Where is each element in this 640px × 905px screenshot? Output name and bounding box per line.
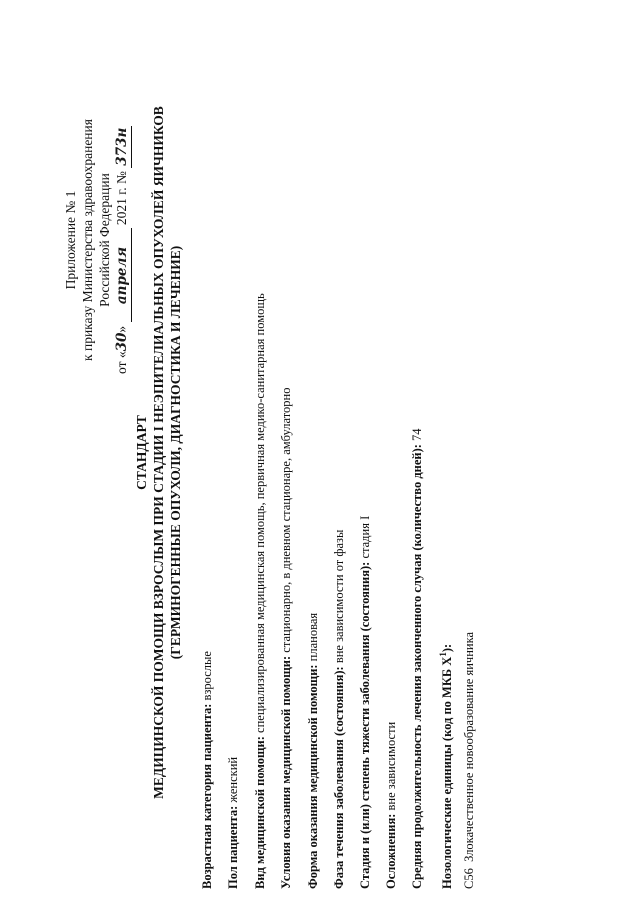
- field-patient-sex: [225, 757, 241, 889]
- date-suffix: »: [114, 325, 129, 333]
- field-treatment-duration: [409, 428, 425, 889]
- field-label-end: ):: [440, 643, 455, 653]
- field-value: вне зависимости: [384, 721, 398, 814]
- field-value: 74: [410, 428, 424, 445]
- appendix-federation: Российской Федерации: [97, 173, 112, 307]
- field-label: Условия оказания медицинской помощи:: [279, 655, 293, 889]
- appendix-order-ref: к приказу Министерства здравоохранения: [80, 119, 95, 361]
- field-label: Средняя продолжительность лечения законченного случая (количество дней):: [410, 444, 424, 889]
- field-label: Возрастная категория пациента:: [200, 703, 214, 889]
- title-subtitle: (ГЕРМИНОГЕННЫЕ ОПУХОЛИ, ДИАГНОСТИКА И ЛЕЧЕНИЕ): [168, 245, 183, 660]
- field-age-category: [199, 651, 215, 889]
- title-main: МЕДИЦИНСКОЙ ПОМОЩИ ВЗРОСЛЫМ ПРИ СТАДИИ I НЕЭПИТЕЛИАЛЬНЫХ ОПУХОЛЕЙ ЯИЧНИКОВ: [151, 106, 166, 799]
- field-value: плановая: [306, 612, 320, 665]
- appendix-date-row: [113, 90, 132, 390]
- field-label: Вид медицинской помощи:: [253, 736, 267, 889]
- field-label: Осложнения:: [384, 813, 398, 889]
- field-disease-stage: [357, 516, 373, 889]
- field-value: взрослые: [200, 651, 214, 704]
- appendix-number: Приложение № 1: [63, 190, 78, 290]
- icd-code: C56: [462, 868, 476, 889]
- field-label: Стадия и (или) степень тяжести заболевания (состояния):: [358, 561, 372, 889]
- appendix-block: [62, 90, 132, 390]
- icd-entry: [461, 632, 477, 889]
- field-label: Пол пациента:: [226, 805, 240, 889]
- field-disease-phase: [331, 530, 347, 889]
- field-value: стационарно, в дневном стационаре, амбулаторно: [279, 387, 293, 656]
- icd-description: Злокачественное новообразование яичника: [462, 631, 476, 862]
- field-label: Форма оказания медицинской помощи:: [306, 664, 320, 889]
- field-label: Нозологические единицы (код по МКБ X: [440, 656, 455, 889]
- field-value: женский: [226, 756, 240, 806]
- field-value: специализированная медицинская помощь, первичная медико-санитарная помощь: [253, 293, 267, 737]
- field-value: стадия I: [358, 515, 372, 562]
- field-care-conditions: [278, 388, 294, 889]
- date-day-handwritten: 30: [114, 332, 130, 352]
- field-value: вне зависимости от фазы: [332, 529, 346, 667]
- field-complications: [383, 722, 399, 889]
- date-prefix: от «: [114, 351, 129, 374]
- field-care-form: [305, 613, 321, 889]
- date-month-handwritten: апреля: [114, 228, 132, 322]
- footnote-marker: 1: [438, 652, 448, 657]
- title-standard: СТАНДАРТ: [134, 415, 149, 490]
- date-year: 2021 г. №: [114, 171, 129, 226]
- field-care-type: [252, 293, 268, 889]
- field-label: Фаза течения заболевания (состояния):: [332, 666, 346, 889]
- field-nosological-units: [435, 644, 455, 889]
- order-number-handwritten: 373н: [114, 127, 130, 166]
